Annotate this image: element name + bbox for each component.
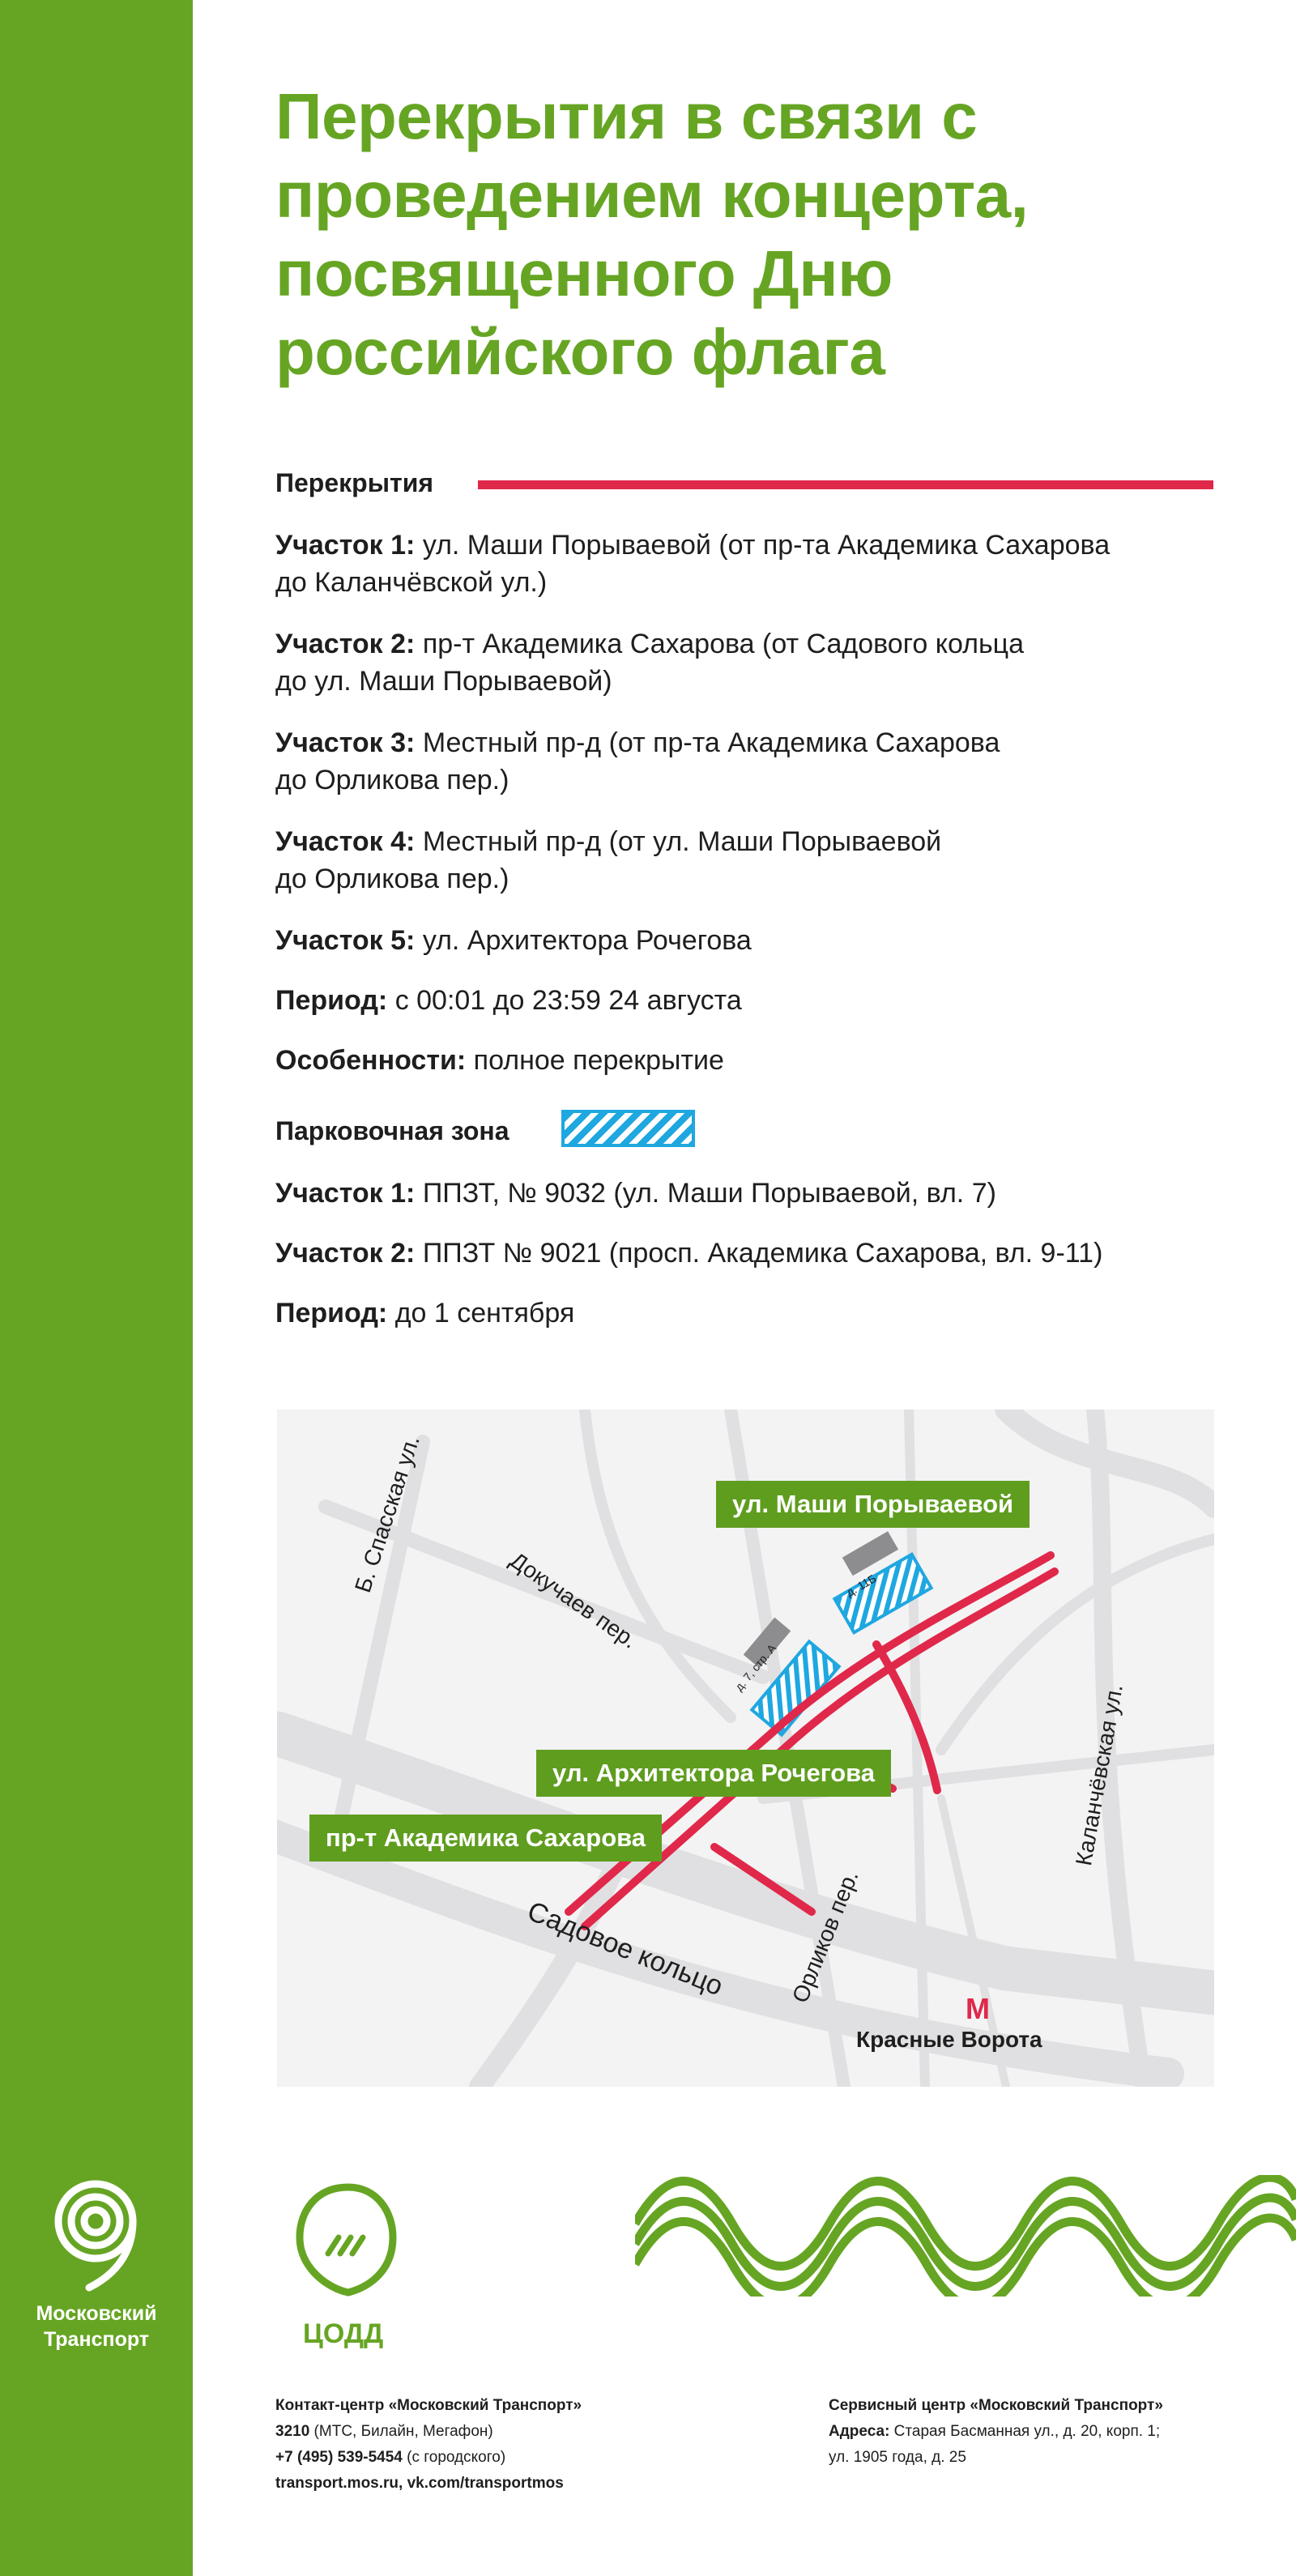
closure-period: Период: с 00:01 до 23:59 24 августа (275, 985, 742, 1016)
closure-map (277, 1410, 1214, 2087)
closure-item-2: Участок 2: пр-т Академика Сахарова (от Садового кольца до ул. Маши Порываевой) (275, 629, 1025, 697)
map-tag-rochegova: ул. Архитектора Рочегова (536, 1750, 891, 1797)
metro-icon: M (966, 1992, 990, 2025)
parking-legend-swatch (561, 1110, 695, 1147)
decorative-wave-pattern (635, 2175, 1296, 2297)
street-label-sadovoe: Садовое кольцо (522, 1896, 727, 2002)
map-tag-sakharova: пр-т Академика Сахарова (309, 1815, 662, 1862)
ne-road (941, 1539, 1214, 1750)
closure-features: Особенности: полное перекрытие (275, 1045, 724, 1076)
upper-road (585, 1410, 731, 1717)
parking-period: Период: до 1 сентября (275, 1298, 575, 1329)
closure-item-5: Участок 5: ул. Архитектора Рочегова (275, 925, 752, 956)
codd-logo-text: ЦОДД (303, 2318, 384, 2349)
map-tag-mashi: ул. Маши Порываевой (716, 1481, 1030, 1528)
closure-item-3: Участок 3: Местный пр-д (от пр-та Академика Сахарова до Орликова пер.) (275, 727, 1000, 795)
top-right-road (1006, 1410, 1214, 1507)
page-title: Перекрытия в связи с проведением концерта, посвященного Дню российского флага (275, 80, 1029, 388)
parking-item-2: Участок 2: ППЗТ № 9021 (просп. Академика Сахарова, вл. 9-11) (275, 1238, 1103, 1269)
closure-item-1: Участок 1: ул. Маши Порываевой (от пр-та Академика Сахарова до Каланчёвской ул.) (275, 530, 1111, 598)
sw-road (480, 1863, 617, 2087)
metro-label: Красные Ворота (856, 2027, 1042, 2052)
codd-logo-icon (292, 2179, 405, 2301)
service-center-block: Сервисный центр «Московский Транспорт» Адреса: Старая Басманная ул., д. 20, корп. 1; ул. 1905 года, д. 25 (829, 2397, 1163, 2466)
building-label-7a: д. 7, стр. А (732, 1641, 779, 1694)
street-label-kalanchevskaya: Каланчёвская ул. (1071, 1682, 1128, 1868)
street-label-spasskaya: Б. Спасская ул. (350, 1432, 424, 1596)
moscow-transport-logo-text: Московский Транспорт (36, 2302, 157, 2351)
closures-heading: Перекрытия (275, 468, 434, 497)
building-label-11b: д. 11Б (844, 1572, 879, 1599)
contact-center-block: Контакт-центр «Московский Транспорт» 3210 (МТС, Билайн, Мегафон) +7 (495) 539-5454 (с городского) transport.mos.ru, vk.com/transportmos (275, 2397, 582, 2492)
moscow-transport-logo-icon (47, 2179, 144, 2292)
street-label-dokuchaev: Докучаев пер. (505, 1547, 642, 1653)
closures-legend-line (478, 480, 1213, 489)
parking-item-1: Участок 1: ППЗТ, № 9032 (ул. Маши Порываевой, вл. 7) (275, 1178, 996, 1209)
parking-heading: Парковочная зона (275, 1116, 509, 1145)
closure-item-4: Участок 4: Местный пр-д (от ул. Маши Порываевой до Орликова пер.) (275, 826, 942, 894)
street-label-orlikov: Орликов пер. (787, 1866, 863, 2007)
